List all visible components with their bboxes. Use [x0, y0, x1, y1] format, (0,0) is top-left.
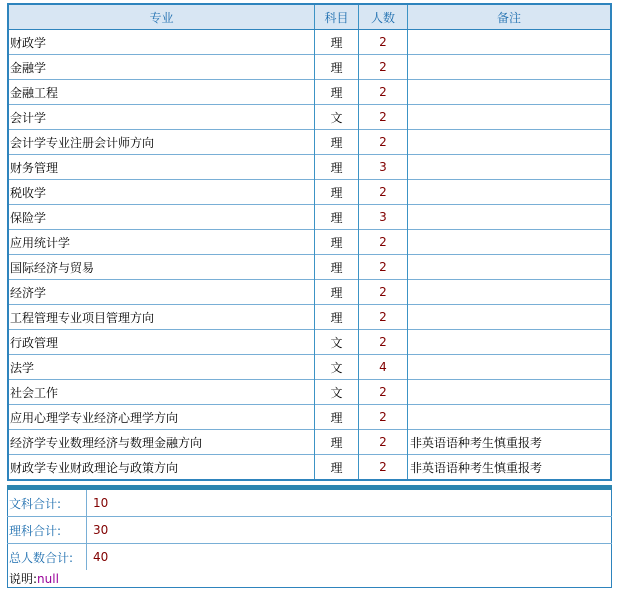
note-cell — [408, 80, 612, 105]
major-cell: 财政学 — [8, 30, 315, 55]
table-row — [8, 455, 611, 481]
major-cell: 行政管理 — [8, 330, 315, 355]
count-cell: 2 — [359, 305, 408, 330]
major-cell: 金融学 — [8, 55, 315, 80]
count-cell: 2 — [359, 55, 408, 80]
summary-value: 40 — [87, 544, 612, 571]
major-cell: 财政学专业财政理论与政策方向 — [8, 455, 315, 481]
major-cell: 保险学 — [8, 205, 315, 230]
table-row — [8, 430, 611, 455]
subject-cell: 理 — [315, 130, 359, 155]
note-cell: 非英语语种考生慎重报考 — [408, 430, 612, 455]
note-cell — [408, 330, 612, 355]
plan-table-header — [8, 4, 611, 30]
table-row — [8, 380, 611, 405]
major-cell: 税收学 — [8, 180, 315, 205]
major-cell: 经济学 — [8, 280, 315, 305]
count-cell: 2 — [359, 405, 408, 430]
table-row — [8, 155, 611, 180]
note-cell — [408, 180, 612, 205]
note-cell — [408, 155, 612, 180]
subject-cell: 理 — [315, 230, 359, 255]
note-cell — [408, 280, 612, 305]
major-cell: 应用统计学 — [8, 230, 315, 255]
count-cell: 2 — [359, 280, 408, 305]
summary-row — [8, 517, 612, 544]
summary-label: 理科合计: — [8, 517, 87, 544]
count-cell: 3 — [359, 205, 408, 230]
header-major: 专业 — [8, 4, 315, 30]
subject-cell: 理 — [315, 155, 359, 180]
note-cell — [408, 105, 612, 130]
note-row — [8, 570, 612, 588]
header-subject: 科目 — [315, 4, 359, 30]
count-cell: 2 — [359, 380, 408, 405]
note-label: 说明: — [9, 572, 38, 586]
table-row — [8, 405, 611, 430]
table-row — [8, 255, 611, 280]
table-row — [8, 105, 611, 130]
count-cell: 2 — [359, 105, 408, 130]
summary-value: 30 — [87, 517, 612, 544]
major-cell: 法学 — [8, 355, 315, 380]
note-cell — [8, 570, 612, 588]
table-row — [8, 280, 611, 305]
major-cell: 财务管理 — [8, 155, 315, 180]
note-cell — [408, 305, 612, 330]
count-cell: 2 — [359, 80, 408, 105]
table-row — [8, 330, 611, 355]
subject-cell: 理 — [315, 55, 359, 80]
summary-label: 总人数合计: — [8, 544, 87, 571]
note-cell — [408, 405, 612, 430]
summary-note-body — [8, 570, 612, 588]
major-cell: 会计学专业注册会计师方向 — [8, 130, 315, 155]
table-row — [8, 130, 611, 155]
note-cell — [408, 380, 612, 405]
subject-cell: 理 — [315, 255, 359, 280]
count-cell: 2 — [359, 455, 408, 481]
note-cell — [408, 30, 612, 55]
table-row — [8, 55, 611, 80]
subject-cell: 理 — [315, 430, 359, 455]
admission-plan-table — [7, 3, 612, 481]
summary-row — [8, 488, 612, 517]
count-cell: 2 — [359, 255, 408, 280]
major-cell: 金融工程 — [8, 80, 315, 105]
major-cell: 工程管理专业项目管理方向 — [8, 305, 315, 330]
table-row — [8, 180, 611, 205]
subject-cell: 理 — [315, 305, 359, 330]
count-cell: 2 — [359, 130, 408, 155]
subject-cell: 理 — [315, 455, 359, 481]
note-cell — [408, 55, 612, 80]
subject-cell: 理 — [315, 205, 359, 230]
major-cell: 会计学 — [8, 105, 315, 130]
subject-cell: 文 — [315, 380, 359, 405]
subject-cell: 理 — [315, 280, 359, 305]
count-cell: 3 — [359, 155, 408, 180]
note-cell — [408, 230, 612, 255]
major-cell: 经济学专业数理经济与数理金融方向 — [8, 430, 315, 455]
summary-row — [8, 544, 612, 571]
table-row — [8, 80, 611, 105]
major-cell: 社会工作 — [8, 380, 315, 405]
subject-cell: 文 — [315, 355, 359, 380]
major-cell: 国际经济与贸易 — [8, 255, 315, 280]
table-row — [8, 305, 611, 330]
table-row — [8, 30, 611, 55]
note-cell — [408, 255, 612, 280]
subject-cell: 文 — [315, 105, 359, 130]
count-cell: 4 — [359, 355, 408, 380]
count-cell: 2 — [359, 230, 408, 255]
table-row — [8, 355, 611, 380]
subject-cell: 理 — [315, 405, 359, 430]
count-cell: 2 — [359, 30, 408, 55]
subject-cell: 理 — [315, 180, 359, 205]
subject-cell: 文 — [315, 330, 359, 355]
note-cell — [408, 355, 612, 380]
subject-cell: 理 — [315, 80, 359, 105]
subject-cell: 理 — [315, 30, 359, 55]
count-cell: 2 — [359, 430, 408, 455]
note-cell — [408, 205, 612, 230]
header-note: 备注 — [408, 4, 612, 30]
table-row — [8, 230, 611, 255]
note-cell — [408, 130, 612, 155]
header-row — [8, 4, 611, 30]
table-row — [8, 205, 611, 230]
note-cell: 非英语语种考生慎重报考 — [408, 455, 612, 481]
note-value: null — [37, 572, 59, 586]
summary-value: 10 — [93, 496, 109, 510]
summary-label: 文科合计: — [8, 488, 87, 517]
summary-table — [7, 485, 612, 588]
count-cell: 2 — [359, 330, 408, 355]
plan-table-body — [8, 30, 611, 481]
header-count: 人数 — [359, 4, 408, 30]
count-cell: 2 — [359, 180, 408, 205]
major-cell: 应用心理学专业经济心理学方向 — [8, 405, 315, 430]
summary-table-body — [8, 488, 612, 571]
